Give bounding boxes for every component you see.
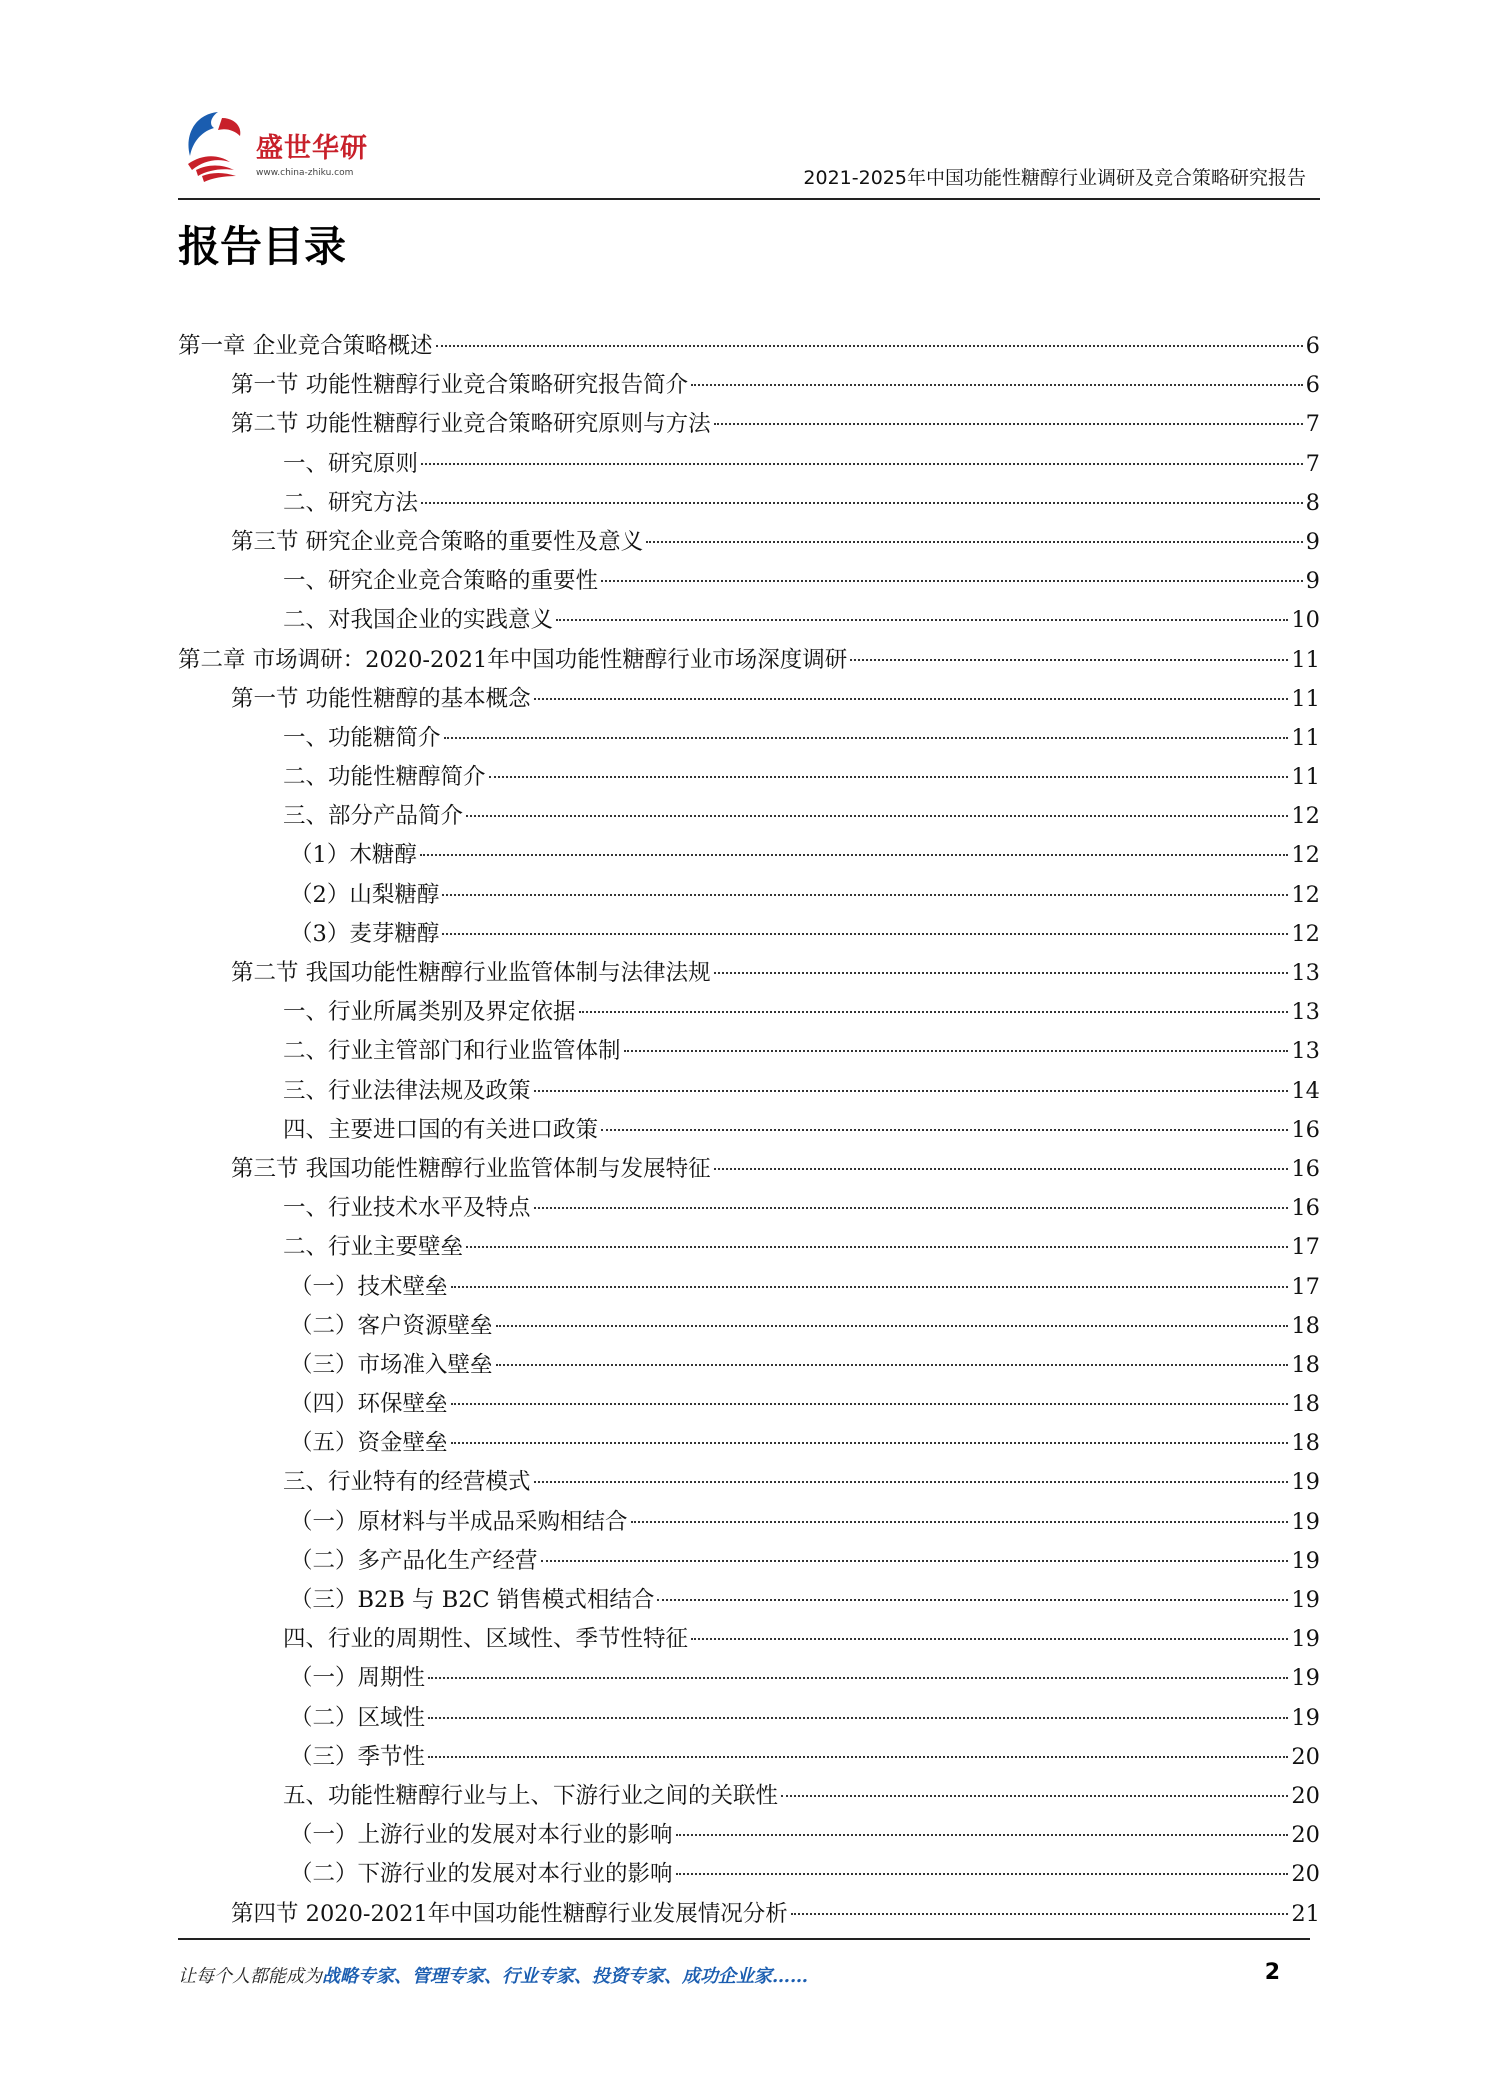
toc-entry-page: 20 [1291,1743,1320,1770]
toc-dot-leader [631,1521,1289,1523]
toc-dot-leader [579,1011,1289,1013]
toc-entry-title: 一、研究企业竞合策略的重要性 [283,568,599,595]
toc-dot-leader [489,776,1289,778]
slogan-roles: 战略专家、管理专家、行业专家、投资专家、成功企业家…… [322,1966,808,1987]
toc-entry-page: 19 [1291,1547,1320,1574]
toc-entry-page: 18 [1291,1391,1320,1418]
toc-entry-page: 12 [1291,881,1320,908]
toc-dot-leader [442,933,1288,935]
toc-dot-leader [676,1873,1289,1875]
toc-entry[interactable] [178,1738,1320,1777]
toc-dot-leader [428,1756,1288,1758]
toc-entry[interactable] [178,1346,1320,1385]
toc-entry[interactable] [178,954,1320,993]
toc-entry-page: 19 [1291,1508,1320,1535]
toc-entry-page: 12 [1291,842,1320,869]
toc-entry-title: （二）区域性 [290,1704,426,1731]
toc-entry-page: 12 [1291,920,1320,947]
toc-entry[interactable] [178,1699,1320,1738]
toc-entry[interactable] [178,797,1320,836]
toc-entry-page: 18 [1291,1351,1320,1378]
toc-entry[interactable] [178,1855,1320,1894]
toc-entry-page: 19 [1291,1704,1320,1731]
toc-entry[interactable] [178,915,1320,954]
toc-dot-leader [646,541,1303,543]
toc-entry-page: 10 [1291,607,1320,634]
toc-dot-leader [556,619,1288,621]
toc-entry[interactable] [178,1424,1320,1463]
toc-entry-page: 20 [1291,1782,1320,1809]
toc-dot-leader [676,1834,1289,1836]
toc-entry-title: 第一章 企业竞合策略概述 [178,333,433,359]
toc-dot-leader [624,1050,1289,1052]
toc-dot-leader [466,1246,1288,1248]
toc-entry[interactable] [178,719,1320,758]
toc-dot-leader [451,1403,1289,1405]
logo-emblem-icon [178,104,254,188]
toc-entry-title: （二）多产品化生产经营 [290,1547,538,1574]
toc-dot-leader [421,463,1303,465]
toc-entry-title: 三、行业特有的经营模式 [283,1469,531,1496]
toc-dot-leader [714,972,1289,974]
toc-entry[interactable] [178,327,1320,366]
toc-entry-title: 一、行业所属类别及界定依据 [283,999,576,1026]
toc-entry-title: 第二节 功能性糖醇行业竞合策略研究原则与方法 [231,411,711,438]
toc-entry-page: 19 [1291,1587,1320,1613]
toc-entry[interactable] [178,562,1320,601]
toc-entry-title: （一）原材料与半成品采购相结合 [290,1508,628,1535]
toc-dot-leader [451,1442,1289,1444]
toc-entry-page: 11 [1291,764,1320,791]
toc-entry[interactable] [178,405,1320,444]
toc-entry[interactable] [178,484,1320,523]
page-header [178,100,1320,200]
toc-entry-title: （三）B2B 与 B2C 销售模式相结合 [290,1587,655,1613]
toc-dot-leader [496,1325,1289,1327]
toc-entry-title: （三）季节性 [290,1743,426,1770]
toc-entry-title: 四、主要进口国的有关进口政策 [283,1116,599,1143]
slogan-lead: 让每个人都能成为 [178,1966,322,1987]
toc-entry[interactable] [178,1816,1320,1855]
toc-entry-title: 二、对我国企业的实践意义 [283,607,554,634]
page-footer [178,1938,1310,1987]
toc-entry-page: 18 [1291,1430,1320,1457]
toc-dot-leader [791,1913,1289,1915]
toc-entry-page: 17 [1291,1273,1320,1300]
toc-dot-leader [466,815,1288,817]
toc-entry-title: 二、功能性糖醇简介 [283,764,486,791]
toc-entry-title: 一、研究原则 [283,450,419,477]
toc-entry[interactable] [178,758,1320,797]
toc-entry[interactable] [178,641,1320,680]
toc-dot-leader [428,1677,1288,1679]
toc-entry[interactable] [178,1268,1320,1307]
toc-entry[interactable] [178,1463,1320,1502]
toc-entry[interactable] [178,993,1320,1032]
toc-entry-page: 8 [1305,489,1320,516]
toc-entry-title: 第三节 研究企业竞合策略的重要性及意义 [231,528,644,555]
page-number: 2 [1264,1960,1280,1985]
toc-entry-title: 第三节 我国功能性糖醇行业监管体制与发展特征 [231,1155,711,1182]
toc-entry[interactable] [178,1777,1320,1816]
company-logo [178,104,408,188]
toc-entry-title: 第四节 2020-2021年中国功能性糖醇行业发展情况分析 [231,1900,788,1927]
toc-entry-title: （3）麦芽糖醇 [290,920,440,947]
toc-entry[interactable] [178,445,1320,484]
toc-entry-title: （四）环保壁垒 [290,1391,448,1418]
toc-entry-page: 11 [1291,724,1320,751]
logo-url: www.china-zhiku.com [256,168,354,178]
toc-dot-leader [421,502,1303,504]
toc-dot-leader [534,1090,1289,1092]
toc-entry-page: 18 [1291,1312,1320,1339]
toc-entry[interactable] [178,1111,1320,1150]
toc-entry[interactable] [178,836,1320,875]
toc-entry-title: （1）木糖醇 [290,842,417,869]
toc-entry-title: （一）周期性 [290,1665,426,1692]
toc-dot-leader [714,423,1303,425]
toc-dot-leader [781,1795,1288,1797]
toc-entry-page: 13 [1291,999,1320,1026]
toc-entry-page: 7 [1305,411,1320,438]
toc-entry-title: 三、行业法律法规及政策 [283,1077,531,1104]
toc-dot-leader [442,894,1288,896]
toc-entry-title: 五、功能性糖醇行业与上、下游行业之间的关联性 [283,1782,779,1809]
toc-entry-title: 第二章 市场调研：2020-2021年中国功能性糖醇行业市场深度调研 [178,646,848,673]
toc-entry-page: 6 [1305,333,1320,359]
toc-entry-title: （二）下游行业的发展对本行业的影响 [290,1861,673,1888]
toc-entry-title: 第一节 功能性糖醇的基本概念 [231,685,531,712]
toc-entry[interactable] [178,601,1320,640]
toc-entry[interactable] [178,1189,1320,1228]
toc-entry-page: 20 [1291,1822,1320,1849]
toc-dot-leader [451,1286,1289,1288]
toc-entry[interactable] [178,1307,1320,1346]
toc-entry-page: 16 [1291,1195,1320,1222]
toc-dot-leader [691,1638,1288,1640]
toc-entry-title: 第一节 功能性糖醇行业竞合策略研究报告简介 [231,372,689,399]
toc-entry[interactable] [178,1032,1320,1071]
toc-entry-title: （三）市场准入壁垒 [290,1351,493,1378]
toc-dot-leader [601,580,1303,582]
toc-entry-page: 12 [1291,803,1320,830]
toc-entry-title: 四、行业的周期性、区域性、季节性特征 [283,1626,689,1653]
toc-entry-title: 第二节 我国功能性糖醇行业监管体制与法律法规 [231,960,711,986]
toc-entry-page: 9 [1305,528,1320,555]
toc-dot-leader [420,854,1289,856]
toc-entry-title: （一）技术壁垒 [290,1273,448,1300]
toc-entry-page: 9 [1305,568,1320,595]
toc-dot-leader [601,1129,1288,1131]
toc-entry-page: 19 [1291,1665,1320,1692]
toc-entry-title: 二、行业主管部门和行业监管体制 [283,1038,621,1065]
toc-entry-title: 二、研究方法 [283,489,419,516]
table-of-contents [178,327,1320,1934]
toc-entry[interactable] [178,1072,1320,1111]
toc-entry[interactable] [178,1385,1320,1424]
toc-dot-leader [691,384,1303,386]
toc-dot-leader [436,345,1303,347]
toc-entry[interactable] [178,1228,1320,1267]
toc-entry[interactable] [178,876,1320,915]
logo-wordmark: 盛世华研 [256,133,368,164]
toc-entry-page: 19 [1291,1469,1320,1496]
toc-dot-leader [657,1599,1288,1601]
toc-entry-title: （二）客户资源壁垒 [290,1312,493,1339]
report-title: 2021-2025年中国功能性糖醇行业调研及竞合策略研究报告 [803,167,1306,189]
toc-entry[interactable] [178,1542,1320,1581]
toc-entry[interactable] [178,680,1320,719]
toc-entry-page: 21 [1291,1900,1320,1927]
toc-entry-page: 7 [1305,450,1320,477]
toc-entry-page: 16 [1291,1116,1320,1143]
toc-entry[interactable] [178,1581,1320,1620]
page-title: 报告目录 [178,222,347,271]
toc-entry-page: 6 [1305,372,1320,399]
toc-dot-leader [428,1717,1288,1719]
toc-entry-title: （一）上游行业的发展对本行业的影响 [290,1822,673,1849]
footer-slogan [178,1962,808,1988]
toc-entry-title: （2）山梨糖醇 [290,881,440,908]
toc-entry-title: 二、行业主要壁垒 [283,1234,464,1261]
toc-dot-leader [444,737,1289,739]
toc-entry-page: 11 [1291,646,1320,673]
toc-dot-leader [534,1481,1289,1483]
toc-entry-page: 17 [1291,1234,1320,1261]
toc-entry[interactable] [178,366,1320,405]
toc-entry[interactable] [178,1895,1320,1934]
toc-entry-page: 20 [1291,1861,1320,1888]
toc-entry[interactable] [178,523,1320,562]
toc-dot-leader [541,1560,1289,1562]
toc-entry-page: 11 [1291,685,1320,712]
toc-entry-page: 13 [1291,960,1320,986]
toc-dot-leader [714,1168,1289,1170]
toc-entry-title: 一、行业技术水平及特点 [283,1195,531,1222]
toc-entry-page: 13 [1291,1038,1320,1065]
toc-entry-title: 三、部分产品简介 [283,803,464,830]
toc-entry[interactable] [178,1620,1320,1659]
toc-entry[interactable] [178,1659,1320,1698]
toc-entry-title: 一、功能糖简介 [283,724,441,751]
toc-dot-leader [850,659,1288,661]
toc-dot-leader [496,1364,1289,1366]
toc-entry[interactable] [178,1503,1320,1542]
toc-dot-leader [534,1207,1289,1209]
toc-entry-title: （五）资金壁垒 [290,1430,448,1457]
toc-entry-page: 19 [1291,1626,1320,1653]
toc-dot-leader [534,698,1289,700]
toc-entry-page: 14 [1291,1077,1320,1104]
toc-entry-page: 16 [1291,1155,1320,1182]
toc-entry[interactable] [178,1150,1320,1189]
